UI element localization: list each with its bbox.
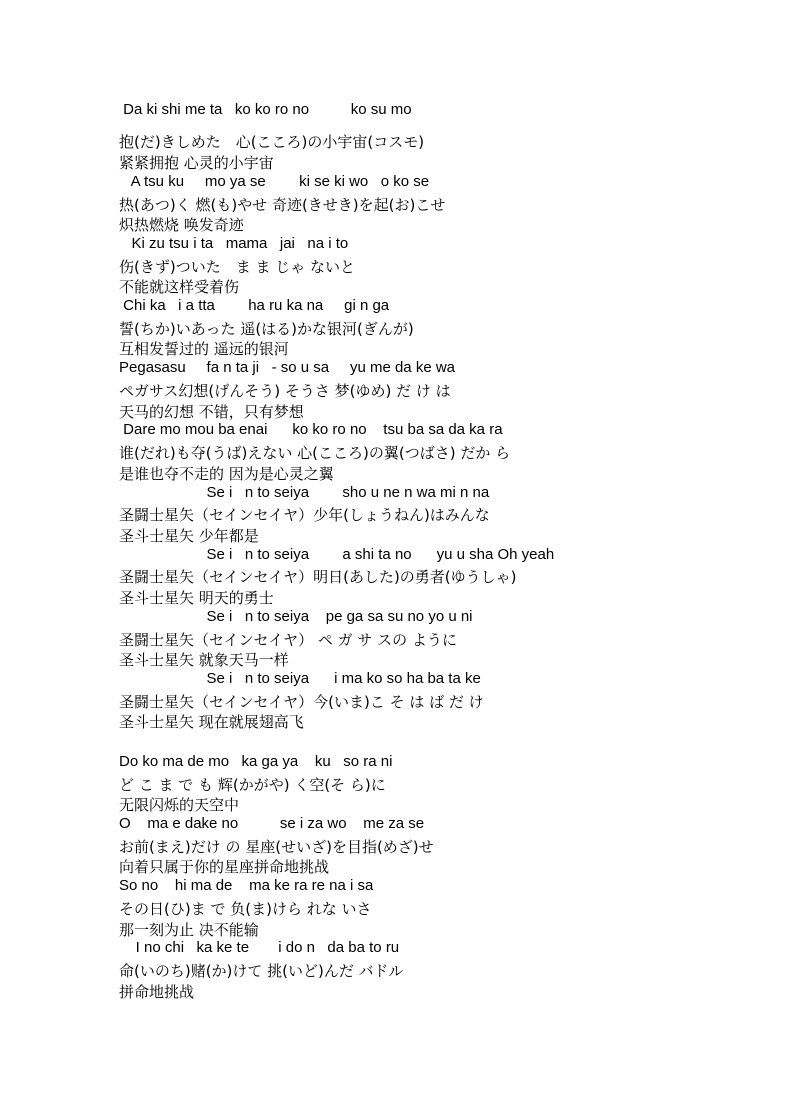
lyric-line-35: O ma e dake no se i za wo me za se bbox=[119, 815, 425, 832]
lyric-line-18: 是谁也夺不走的 因为是心灵之翼 bbox=[119, 465, 334, 483]
lyric-line-10: Chi ka i a tta ha ru ka na gi n ga bbox=[119, 297, 390, 314]
lyric-line-16: Dare mo mou ba enai ko ko ro no tsu ba sa da ka ra bbox=[119, 421, 503, 438]
lyric-line-9: 不能就这样受着伤 bbox=[119, 278, 240, 296]
lyric-line-32: Do ko ma de mo ka ga ya ku so ra ni bbox=[119, 753, 393, 770]
lyric-line-1: Da ki shi me ta ko ko ro no ko su mo bbox=[119, 101, 412, 118]
lyric-line-22: Se i n to seiya a shi ta no yu u sha Oh yeah bbox=[119, 546, 555, 563]
lyric-line-21: 圣斗士星矢 少年都是 bbox=[119, 527, 259, 545]
lyric-line-20: 圣闘士星矢（セインセイヤ）少年(しょうねん)はみんな bbox=[119, 506, 490, 524]
lyric-line-15: 天马的幻想 不错，只有梦想 bbox=[119, 403, 304, 421]
lyric-line-41: I no chi ka ke te i do n da ba to ru bbox=[119, 939, 400, 956]
lyric-line-5: 热(あつ)く 燃(も)やせ 奇迹(きせき)を起(お)こせ bbox=[119, 196, 446, 214]
lyric-line-25: Se i n to seiya pe ga sa su no yo u ni bbox=[119, 608, 473, 625]
lyric-line-19: Se i n to seiya sho u ne n wa mi n na bbox=[119, 484, 490, 501]
lyric-line-27: 圣斗士星矢 就象天马一样 bbox=[119, 651, 289, 669]
lyric-line-23: 圣闘士星矢（セインセイヤ）明日(あした)の勇者(ゆうしゃ) bbox=[119, 568, 517, 586]
lyric-line-6: 炽热燃烧 唤发奇迹 bbox=[119, 216, 244, 234]
lyric-line-34: 无限闪烁的天空中 bbox=[119, 796, 240, 814]
lyric-line-28: Se i n to seiya i ma ko so ha ba ta ke bbox=[119, 670, 481, 687]
lyric-line-12: 互相发誓过的 遥远的银河 bbox=[119, 340, 289, 358]
lyric-line-39: その日(ひ)ま で 负(ま)けら れな いさ bbox=[119, 900, 372, 918]
lyric-line-29: 圣闘士星矢（セインセイヤ）今(いま)こ そ は ば だ け bbox=[119, 693, 484, 711]
lyric-line-36: お前(まえ)だけ の 星座(せいざ)を目指(めざ)せ bbox=[119, 838, 434, 856]
lyric-line-2: 抱(だ)きしめた 心(こころ)の小宇宙(コスモ) bbox=[119, 133, 425, 151]
lyric-line-17: 谁(だれ)も夺(うば)えない 心(こころ)の翼(つばさ) だか ら bbox=[119, 444, 511, 462]
lyric-line-43: 拼命地挑战 bbox=[119, 983, 195, 1001]
lyric-line-13: Pegasasu fa n ta ji - so u sa yu me da ke wa bbox=[119, 359, 455, 376]
lyric-line-11: 誓(ちか)いあった 遥(はる)かな银河(ぎんが) bbox=[119, 320, 414, 338]
lyric-line-8: 伤(きず)ついた ま ま じゃ ないと bbox=[119, 258, 356, 276]
lyric-line-33: ど こ ま で も 辉(かがや) く空(そ ら)に bbox=[119, 776, 386, 794]
lyric-line-26: 圣闘士星矢（セインセイヤ） ペ ガ サ スの ように bbox=[119, 631, 457, 649]
lyric-line-37: 向着只属于你的星座拼命地挑战 bbox=[119, 858, 330, 876]
lyric-line-24: 圣斗士星矢 明天的勇士 bbox=[119, 589, 274, 607]
lyric-line-40: 那一刻为止 决不能输 bbox=[119, 921, 259, 939]
lyric-line-7: Ki zu tsu i ta mama jai na i to bbox=[119, 235, 349, 252]
lyric-line-3: 紧紧拥抱 心灵的小宇宙 bbox=[119, 154, 274, 172]
lyric-line-4: A tsu ku mo ya se ki se ki wo o ko se bbox=[119, 173, 430, 190]
lyric-line-38: So no hi ma de ma ke ra re na i sa bbox=[119, 877, 374, 894]
lyric-line-42: 命(いのち)赌(か)けて 挑(いど)んだ バドル bbox=[119, 962, 404, 980]
lyric-line-14: ペガサス幻想(げんそう) そうさ 梦(ゆめ) だ け は bbox=[119, 382, 451, 400]
lyric-line-30: 圣斗士星矢 现在就展翅高飞 bbox=[119, 713, 304, 731]
